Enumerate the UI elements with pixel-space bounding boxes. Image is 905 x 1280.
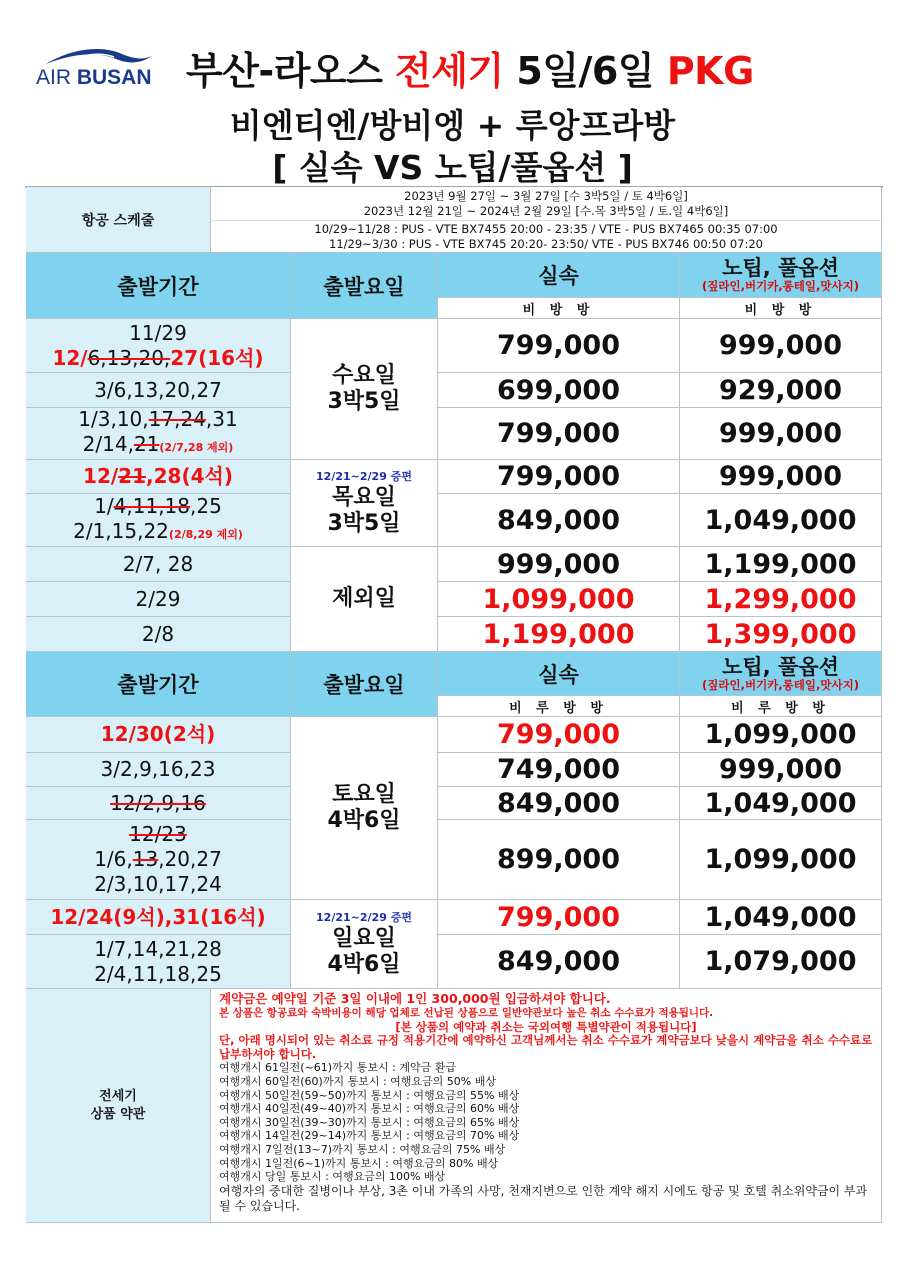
period-row: 12/24(9석),31(16석): [26, 900, 291, 935]
day-wednesday: 수요일 3박5일: [291, 319, 438, 460]
price-basic: 699,000: [438, 373, 680, 408]
period-row: 11/29 12/6,13,20,27(16석): [26, 319, 291, 373]
terms-label: 전세기 상품 약관: [26, 989, 211, 1223]
header-day: 출발요일: [291, 652, 438, 717]
price-basic: 799,000: [438, 408, 680, 460]
price-basic: 849,000: [438, 935, 680, 989]
price-premium: 1,049,000: [680, 900, 882, 935]
premium-options: (짚라인,버기카,롱테일,맛사지): [702, 677, 859, 692]
terms-rule: 여행개시 50일전(59~50)까지 통보시 : 여행요금의 55% 배상: [219, 1088, 520, 1102]
price-basic: 849,000: [438, 787, 680, 820]
day-thursday: 12/21~2/29 증편 목요일 3박5일: [291, 460, 438, 547]
schedule-line: 2023년 12월 21일 ~ 2024년 2월 29일 [수.목 3박5일 / 토.일 4박6일]: [363, 203, 729, 218]
price-basic: 799,000: [438, 319, 680, 373]
price-premium: 929,000: [680, 373, 882, 408]
price-premium: 999,000: [680, 319, 882, 373]
header-day: 출발요일: [291, 253, 438, 319]
room-type-basic: 비 루 방 방: [438, 696, 680, 717]
price-premium: 1,079,000: [680, 935, 882, 989]
logo-text: AIR BUSAN: [36, 66, 152, 89]
period-row: 1/3,10,17,24,31 2/14,21(2/7,28 제외): [26, 408, 291, 460]
price-premium: 1,299,000: [680, 582, 882, 617]
terms-deposit: 계약금은 예약일 기준 3일 이내에 1인 300,000원 입금하셔야 합니다.: [219, 991, 611, 1006]
terms-rule: 여행개시 1일전(6~1)까지 통보시 : 여행요금의 80% 배상: [219, 1156, 499, 1170]
price-basic: 1,099,000: [438, 582, 680, 617]
terms-rule: 여행개시 60일전(60)까지 통보시 : 여행요금의 50% 배상: [219, 1074, 496, 1088]
price-basic: 999,000: [438, 547, 680, 582]
terms-rule: 여행개시 61일전(~61)까지 통보시 : 계약금 환급: [219, 1061, 456, 1075]
price-basic: 799,000: [438, 460, 680, 494]
schedule-flight-box: [211, 221, 882, 253]
price-premium: 1,049,000: [680, 787, 882, 820]
page-subtitle-compare: [ 실속 VS 노팁/풀옵션 ]: [272, 148, 633, 187]
day-excluded: 제외일: [291, 547, 438, 652]
period-row: 12/2,9,16: [26, 787, 291, 820]
terms-rule: 여행개시 당일 통보시 : 여행요금의 100% 배상: [219, 1170, 446, 1184]
terms-special: [본 상품의 예약과 취소는 국외여행 특별약관이 적용됩니다]: [395, 1019, 697, 1034]
price-premium: 1,199,000: [680, 547, 882, 582]
price-basic: 799,000: [438, 717, 680, 753]
terms-rule: 여행개시 40일전(49~40)까지 통보시 : 여행요금의 60% 배상: [219, 1102, 520, 1116]
price-table: [25, 186, 883, 1213]
room-type-premium: 비 루 방 방: [680, 696, 882, 717]
price-basic: 1,199,000: [438, 617, 680, 652]
terms-body: [211, 989, 882, 1223]
price-premium: 1,399,000: [680, 617, 882, 652]
period-row: 1/4,11,18,25 2/1,15,22(2/8,29 제외): [26, 494, 291, 547]
period-row: 1/7,14,21,28 2/4,11,18,25: [26, 935, 291, 989]
schedule-period-box: [211, 187, 882, 221]
schedule-line: 11/29~3/30 : PUS - VTE BX745 20:20- 23:50/ VTE - PUS BX746 00:50 07:20: [329, 236, 763, 251]
header-period: 출발기간: [26, 253, 291, 319]
period-row: 3/2,9,16,23: [26, 753, 291, 787]
period-row: 12/21,28(4석): [26, 460, 291, 494]
terms-rule: 여행개시 30일전(39~30)까지 통보시 : 여행요금의 65% 배상: [219, 1115, 520, 1129]
header-premium: 노팁, 풀옵션 (짚라인,버기카,롱테일,맛사지): [680, 652, 882, 696]
terms-cancel-notice: 본 상품은 항공료와 숙박비용이 해당 업체로 선납된 상품으로 일반약관보다 높은 취소 수수료가 적용됩니다.: [219, 1007, 714, 1019]
price-premium: 1,099,000: [680, 717, 882, 753]
header-basic: 실속: [438, 253, 680, 298]
terms-last: 여행자의 중대한 질병이나 부상, 3촌 이내 가족의 사망, 천재지변으로 인한 계약 해지 시에도 항공 및 호텔 취소위약금이 부과될 수 있습니다.: [219, 1183, 868, 1213]
room-type-premium: 비 방 방: [680, 298, 882, 319]
price-premium: 999,000: [680, 753, 882, 787]
header-basic: 실속: [438, 652, 680, 696]
price-basic: 849,000: [438, 494, 680, 547]
page-title: 부산-라오스 전세기 5일/6일 PKG: [186, 49, 754, 93]
day-sunday: 12/21~2/29 증편 일요일 4박6일: [291, 900, 438, 989]
header-premium: 노팁, 풀옵션 (짚라인,버기카,롱테일,맛사지): [680, 253, 882, 298]
period-row: 2/8: [26, 617, 291, 652]
period-row: 12/30(2석): [26, 717, 291, 753]
terms-deposit-rule: 단, 아래 명시되어 있는 취소료 규정 적용기간에 예약하신 고객님께서는 취소 수수료가 계약금보다 낮을시 계약금을 취소 수수료로 납부하셔야 합니다.: [219, 1033, 873, 1061]
header-period: 출발기간: [26, 652, 291, 717]
schedule-label: 항공 스케줄: [26, 187, 211, 253]
period-row: 2/7, 28: [26, 547, 291, 582]
price-basic: 749,000: [438, 753, 680, 787]
premium-options: (짚라인,버기카,롱테일,맛사지): [702, 279, 859, 293]
price-basic: 799,000: [438, 900, 680, 935]
price-premium: 999,000: [680, 460, 882, 494]
terms-rule: 여행개시 14일전(29~14)까지 통보시 : 여행요금의 70% 배상: [219, 1129, 520, 1143]
period-row: 3/6,13,20,27: [26, 373, 291, 408]
price-premium: 1,049,000: [680, 494, 882, 547]
air-busan-logo: [36, 46, 166, 96]
price-basic: 899,000: [438, 820, 680, 900]
page-subtitle: 비엔티엔/방비엥 + 루앙프라방: [229, 106, 676, 145]
day-saturday: 토요일 4박6일: [291, 717, 438, 900]
period-row: 2/29: [26, 582, 291, 617]
room-type-basic: 비 방 방: [438, 298, 680, 319]
period-row: 12/23 1/6,13,20,27 2/3,10,17,24: [26, 820, 291, 900]
schedule-line: 2023년 9월 27일 ~ 3월 27일 [수 3박5일 / 토 4박6일]: [404, 188, 688, 203]
bird-wing-icon: [44, 46, 154, 68]
schedule-line: 10/29~11/28 : PUS - VTE BX7455 20:00 - 23:35 / VTE - PUS BX7465 00:35 07:00: [314, 221, 778, 236]
terms-rule: 여행개시 7일전(13~7)까지 통보시 : 여행요금의 75% 배상: [219, 1142, 506, 1156]
price-premium: 999,000: [680, 408, 882, 460]
price-premium: 1,099,000: [680, 820, 882, 900]
